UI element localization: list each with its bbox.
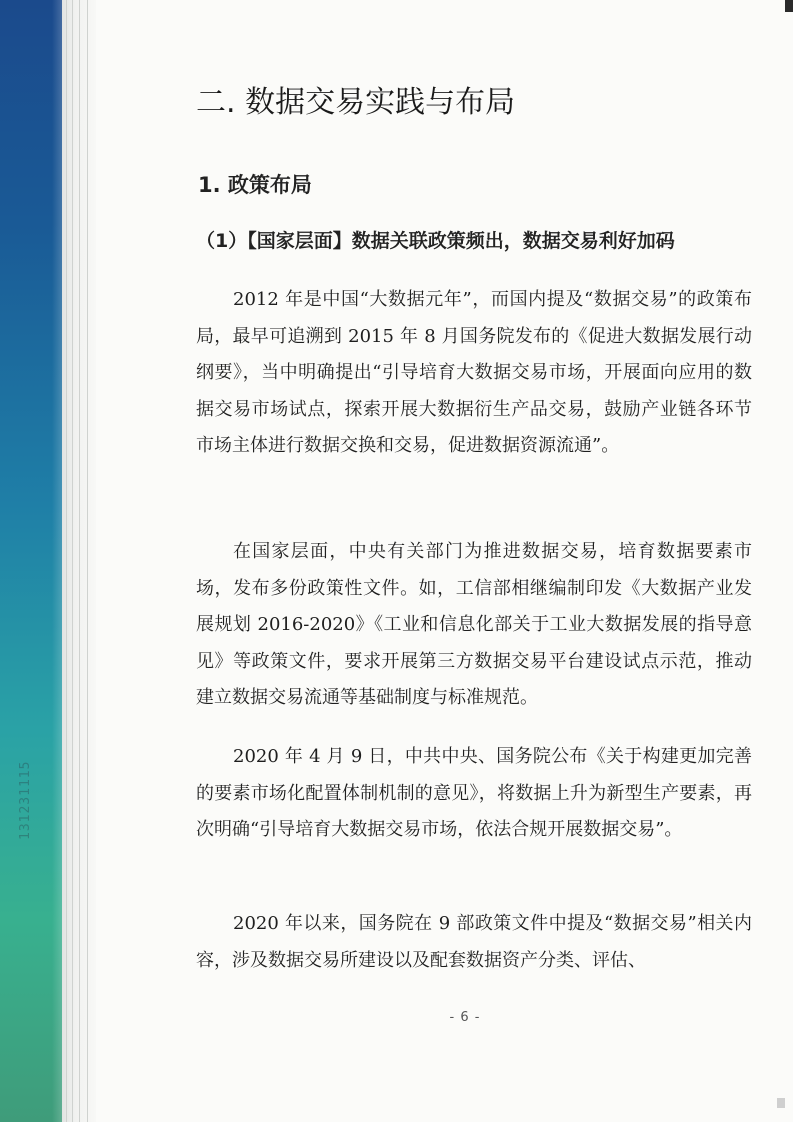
section-title: 二. 数据交易实践与布局 [196,85,516,120]
subsection-title: 1. 政策布局 [198,173,312,197]
scan-corner-mark-bottom [777,1098,785,1108]
paragraph: 2012 年是中国“大数据元年”，而国内提及“数据交易”的政策布局，最早可追溯到 2015 年 8 月国务院发布的《促进大数据发展行动纲要》，当中明确提出“引导培育大数据交易市场，开展面向应用的数据交易市场试点，探索开展大数据衍生产品交易，鼓励产业链各环节市场主体进行数据交换和交易，促进数据资源流通”。 [196,289,752,457]
stacked-page-edges [62,0,96,1122]
scan-corner-mark [785,0,793,12]
paragraph: 2020 年以来，国务院在 9 部政策文件中提及“数据交易”相关内容，涉及数据交易所建设以及配套数据资产分类、评估、 [196,913,752,971]
page-number: - 6 - [449,1010,481,1025]
paragraph: 2020 年 4 月 9 日，中共中央、国务院公布《关于构建更加完善的要素市场化配置体制机制的意见》，将数据上升为新型生产要素，再次明确“引导培育大数据交易市场，依法合规开展数据交易”。 [196,746,752,841]
subsubsection-title: （1）【国家层面】数据关联政策频出，数据交易利好加码 [196,230,675,252]
paragraph: 在国家层面，中央有关部门为推进数据交易，培育数据要素市场，发布多份政策性文件。如，工信部相继编制印发《大数据产业发展规划 2016-2020》《工业和信息化部关于工业大数据发展的指导意见》等政策文件，要求开展第三方数据交易平台建设试点示范，推动建立数据交易流通等基础制度与标准规范。 [196,541,752,709]
binder-spine [0,0,62,1122]
edge-stamp: 131231115 [18,760,33,840]
